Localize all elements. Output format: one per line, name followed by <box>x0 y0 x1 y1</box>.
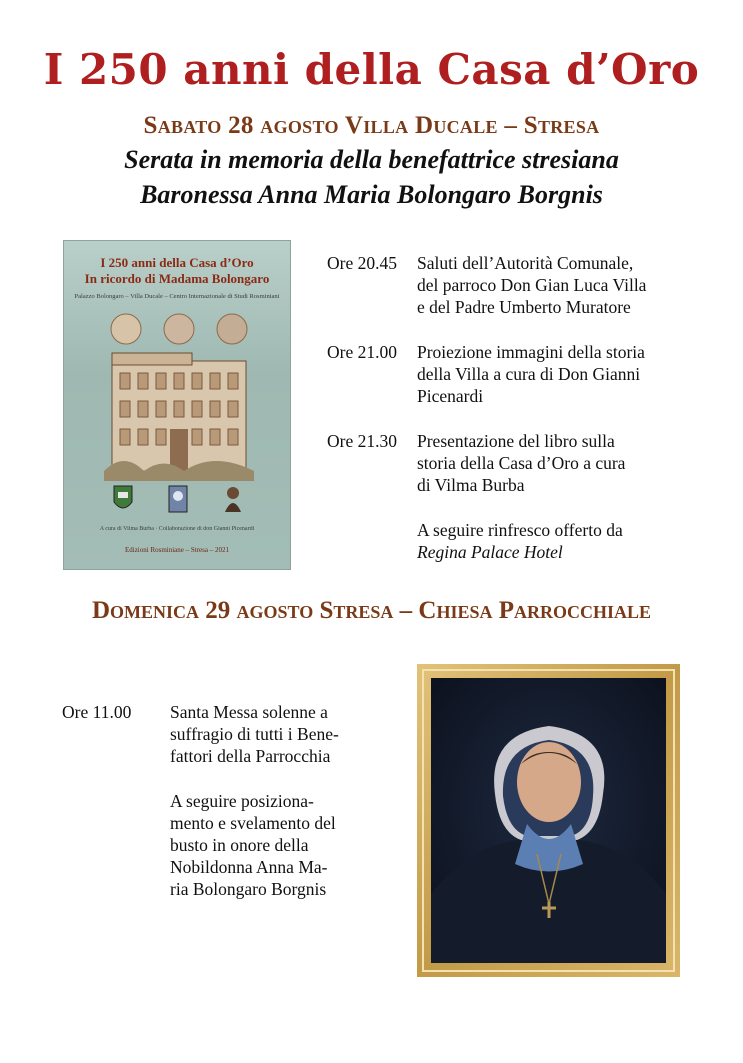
program-time: Ore 20.45 <box>327 253 397 273</box>
book-title-line-2: In ricordo di Madama Bolongaro <box>84 271 270 286</box>
program-line: del parroco Don Gian Luca Villa <box>417 275 647 295</box>
program-line: e del Padre Umberto Muratore <box>417 297 631 317</box>
program-line: Picenardi <box>417 386 484 406</box>
villa-drawing <box>104 311 254 481</box>
program-line: di Vilma Burba <box>417 475 525 495</box>
sunday-heading: Domenica 29 agosto Stresa – Chiesa Parrocchiale <box>91 597 652 624</box>
sunday-line: Santa Messa solenne a <box>170 702 328 722</box>
book-title-line-1: I 250 anni della Casa d’Oro <box>100 255 254 270</box>
book-subline: Palazzo Bolongaro – Villa Ducale – Centro Internazionale di Studi Rosminiani <box>74 293 280 300</box>
sunday-line: suffragio di tutti i Bene- <box>170 724 339 744</box>
hotel-name: Regina Palace Hotel <box>417 542 563 562</box>
page-title: I 250 anni della Casa d’Oro <box>43 45 700 94</box>
subtitle-line-2: Baronessa Anna Maria Bolongaro Borgnis <box>140 180 603 209</box>
sunday-line: mento e svelamento del <box>170 813 336 833</box>
sunday-line: A seguire posiziona- <box>170 791 314 811</box>
program-line: Saluti dell’Autorità Comunale, <box>417 253 634 273</box>
program-item <box>327 252 707 318</box>
program-time: Ore 21.00 <box>327 342 397 362</box>
sunday-time: Ore 11.00 <box>62 702 132 722</box>
book-credit: A cura di Vilma Burba · Collaborazione di don Gianni Picenardi <box>99 526 255 532</box>
crest-left-icon <box>112 484 134 514</box>
crest-right-icon <box>222 484 244 514</box>
program-item <box>327 341 707 407</box>
program-line: storia della Casa d’Oro a cura <box>417 453 626 473</box>
program-description <box>417 430 707 496</box>
book-publisher: Edizioni Rosminiane – Stresa – 2021 <box>124 546 229 554</box>
program-time: Ore 21.30 <box>327 431 397 451</box>
followup-line: A seguire rinfresco offerto da <box>417 520 623 540</box>
sunday-line: ria Bolongaro Borgnis <box>170 879 327 899</box>
program-line: della Villa a cura di Don Gianni <box>417 364 641 384</box>
sunday-description <box>170 701 380 900</box>
sunday-line: Nobildonna Anna Ma- <box>170 857 328 877</box>
followup-text <box>417 519 707 563</box>
crest-center-icon <box>167 484 189 514</box>
program-line: Presentazione del libro sulla <box>417 431 615 451</box>
saturday-heading: Sabato 28 agosto Villa Ducale – Stresa <box>143 112 600 139</box>
program-line: Proiezione immagini della storia <box>417 342 645 362</box>
saturday-program <box>327 252 707 586</box>
subtitle-line-1: Serata in memoria della benefattrice stresiana <box>124 145 619 174</box>
followup-note <box>327 519 707 563</box>
sunday-line: fattori della Parrocchia <box>170 746 331 766</box>
portrait-image <box>417 664 680 977</box>
program-item <box>327 430 707 496</box>
sunday-line: busto in onore della <box>170 835 309 855</box>
book-cover-image <box>63 240 291 570</box>
program-description <box>417 341 707 407</box>
program-description <box>417 252 707 318</box>
